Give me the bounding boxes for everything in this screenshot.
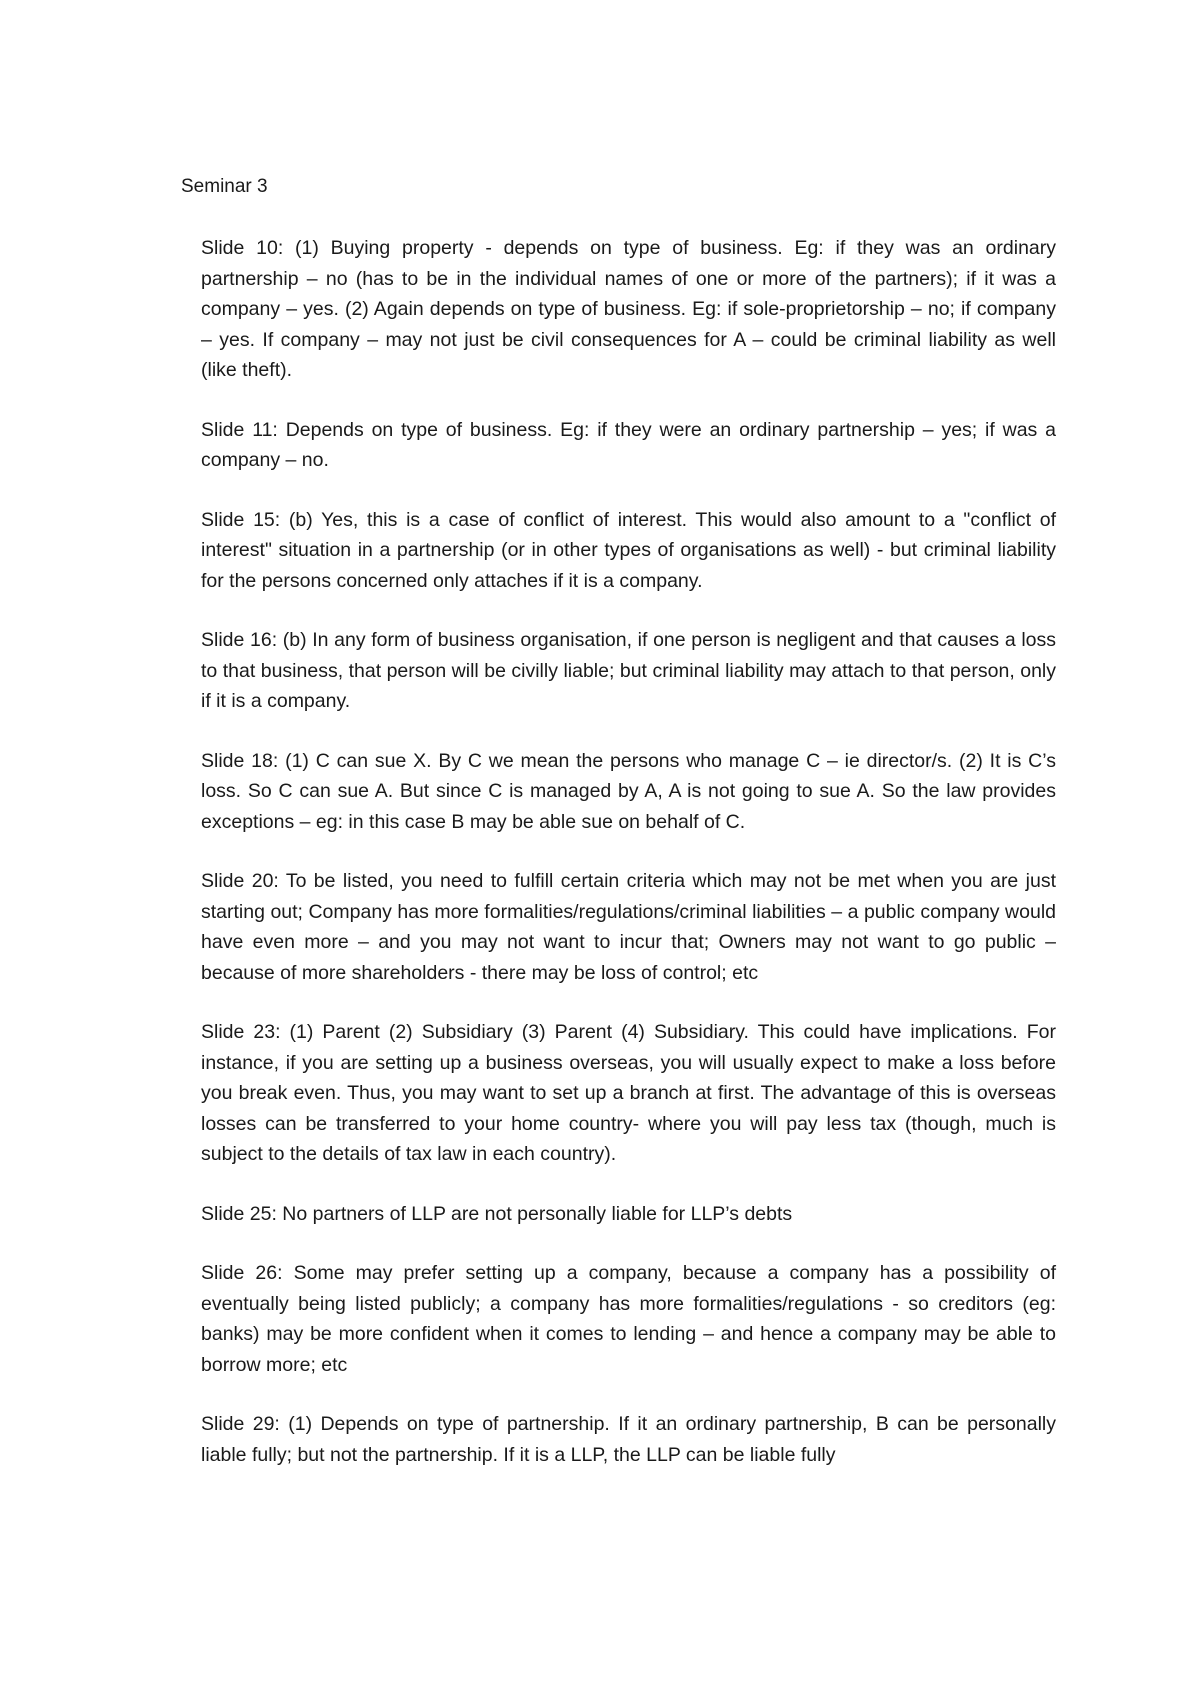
paragraph-slide-15: Slide 15: (b) Yes, this is a case of conflict of interest. This would also amount to a "conflict of interest" situation in a partnership (or in other types of organisations as well) - but criminal liability for the persons concerned only attaches if it is a company. (201, 508, 1056, 592)
paragraph-slide-16: Slide 16: (b) In any form of business organisation, if one person is negligent and that causes a loss to that business, that person will be civilly liable; but criminal liability may attach to that person, only if it is a company. (201, 629, 1056, 712)
paragraph-slide-26: Slide 26: Some may prefer setting up a company, because a company has a possibility of eventually being listed publicly; a company has more formalities/regulations - so creditors (eg: banks) may be more confident when it comes to lending – and hence a company may be able to borrow more; etc (201, 1262, 1056, 1376)
paragraph-slide-25: Slide 25: No partners of LLP are not personally liable for LLP’s debts (201, 1202, 793, 1225)
document-body (201, 233, 1056, 1499)
paragraph-slide-10: Slide 10: (1) Buying property - depends on type of business. Eg: if they was an ordinary partnership – no (has to be in the individual names of one or more of the partners); if it was a company – yes. (2) Again depends on type of business. Eg: if sole-proprietorship – no; if company – yes. If company – may not just be civil consequences for A – could be criminal liability as well (like theft). (201, 237, 1056, 381)
paragraph-slide-18: Slide 18: (1) C can sue X. By C we mean the persons who manage C – ie director/s. (2) It is C’s loss. So C can sue A. But since C is managed by A, A is not going to sue A. So the law provides exceptions – eg: in this case B may be able sue on behalf of C. (201, 749, 1056, 833)
paragraph-slide-29: Slide 29: (1) Depends on type of partnership. If it an ordinary partnership, B can be personally liable fully; but not the partnership. If it is a LLP, the LLP can be liable fully (201, 1413, 1056, 1466)
page-title: Seminar 3 (181, 176, 268, 197)
paragraph-slide-23: Slide 23: (1) Parent (2) Subsidiary (3) Parent (4) Subsidiary. This could have implications. For instance, if you are setting up a business overseas, you will usually expect to make a loss before you break even. Thus, you may want to set up a branch at first. The advantage of this is overseas losses can be transferred to your home country- where you will pay less tax (though, much is subject to the details of tax law in each country). (201, 1021, 1056, 1165)
paragraph-slide-20: Slide 20: To be listed, you need to fulfill certain criteria which may not be met when you are just starting out; Company has more formalities/regulations/criminal liabilities – a public company would have even more – and you may not want to incur that; Owners may not want to go public – because of more shareholders - there may be loss of control; etc (201, 870, 1056, 984)
paragraph-slide-11: Slide 11: Depends on type of business. Eg: if they were an ordinary partnership – yes; if was a company – no. (201, 418, 1056, 471)
